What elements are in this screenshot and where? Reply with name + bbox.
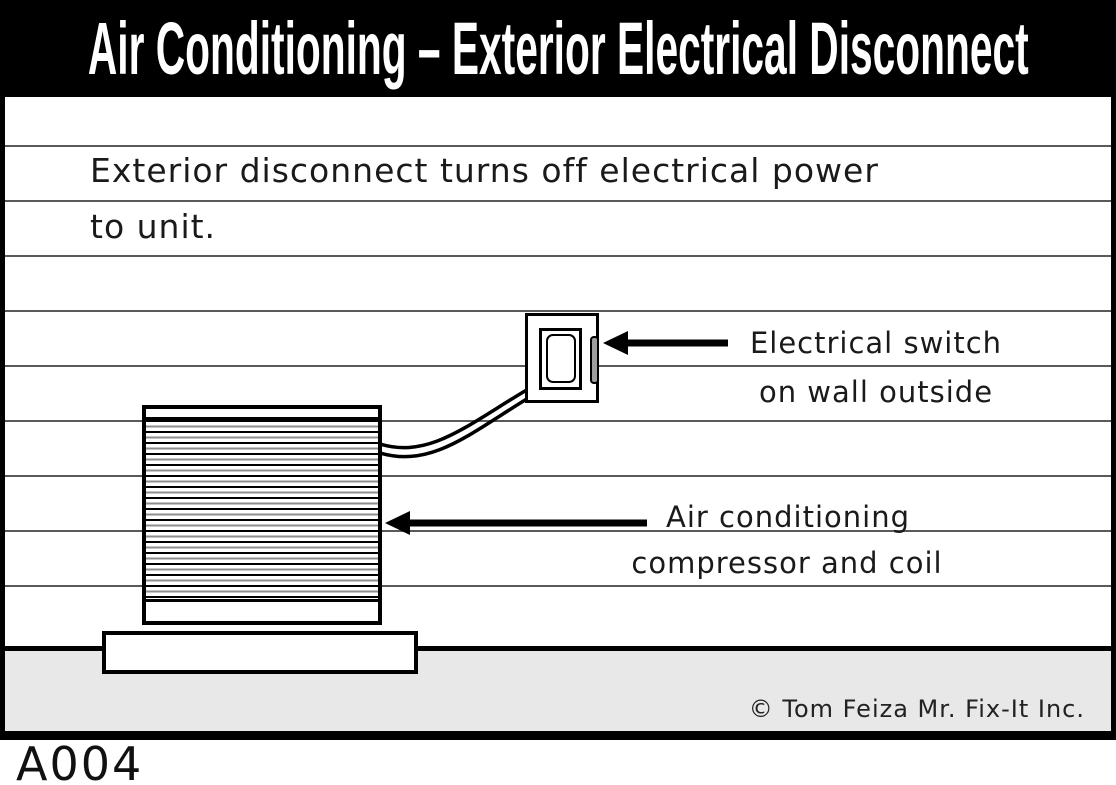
description-text <box>90 143 879 255</box>
switch-door-panel <box>546 334 576 383</box>
switch-callout-line-1: Electrical switch <box>749 326 1003 360</box>
ac-compressor-unit <box>142 405 382 625</box>
diagram-canvas <box>0 97 1116 740</box>
switch-callout-line-2: on wall outside <box>758 375 994 409</box>
power-wire <box>380 388 530 448</box>
description-line-2: to unit. <box>90 207 217 246</box>
unit-coil-fins <box>146 417 378 602</box>
compressor-callout-line-1: Air conditioning <box>666 500 910 534</box>
compressor-callout-line-2: compressor and coil <box>631 546 943 580</box>
switch-handle <box>590 336 599 384</box>
unit-top-panel <box>146 409 378 417</box>
left-arrow-icon <box>385 511 410 535</box>
figure-id: A004 <box>16 737 144 785</box>
title-bar <box>0 0 1116 97</box>
description-line-1: Exterior disconnect turns off electrical power <box>90 151 879 190</box>
unit-base-pad <box>102 631 418 674</box>
copyright-text: © Tom Feiza Mr. Fix-It Inc. <box>748 695 1085 723</box>
left-arrow-icon <box>603 331 628 355</box>
page-title: Air Conditioning – Exterior Electrical Disconnect <box>87 7 1029 90</box>
